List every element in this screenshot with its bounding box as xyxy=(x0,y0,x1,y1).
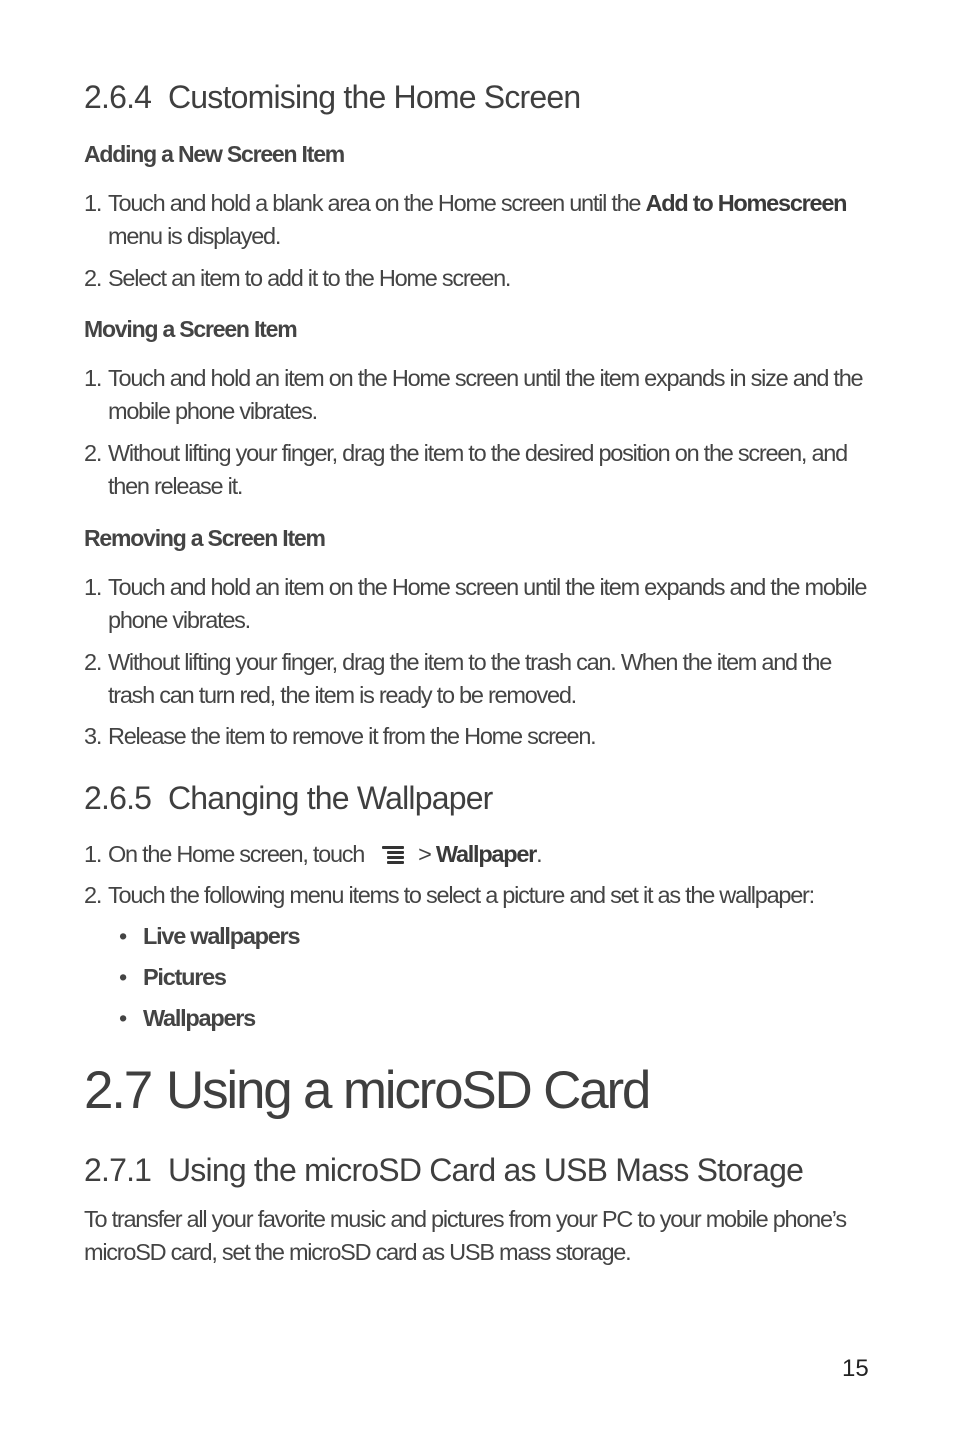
section-heading-2-7-1 xyxy=(84,1152,803,1189)
bullet-glyph: • xyxy=(119,964,126,990)
list-text: . xyxy=(536,841,542,867)
list-text: On the Home screen, touch xyxy=(108,841,365,867)
list-item xyxy=(84,362,874,428)
list-text: Touch and hold an item on the Home screen until the item expands and the mobile phone vibrates. xyxy=(108,574,867,633)
list-text: menu is displayed. xyxy=(108,223,281,249)
ui-term: Wallpaper xyxy=(435,841,537,867)
section-heading-2-6-5 xyxy=(84,780,493,817)
list-text: Release the item to remove it from the Home screen. xyxy=(108,723,596,749)
list-text: Touch and hold a blank area on the Home screen until the xyxy=(108,190,646,216)
chapter-heading-2-7 xyxy=(84,1060,649,1121)
list-number: 1. xyxy=(84,841,102,867)
subheading-moving: Moving a Screen Item xyxy=(84,316,297,342)
section-title: Customising the Home Screen xyxy=(168,79,581,115)
list-text: Touch the following menu items to select a picture and set it as the wallpaper: xyxy=(108,882,814,908)
list-number: 3. xyxy=(84,723,102,749)
section-title: Using the microSD Card as USB Mass Storage xyxy=(168,1152,804,1188)
subheading-removing: Removing a Screen Item xyxy=(84,525,325,551)
list-number: 1. xyxy=(84,574,102,600)
page-number: 15 xyxy=(842,1355,869,1382)
list-item xyxy=(84,437,874,503)
section-number: 2.6.4 xyxy=(84,79,152,115)
list-number: 1. xyxy=(84,365,102,391)
section-number: 2.7 xyxy=(84,1061,152,1120)
section-title: Changing the Wallpaper xyxy=(168,780,493,816)
list-item xyxy=(84,262,874,295)
list-item xyxy=(84,646,874,712)
list-text: Without lifting your finger, drag the item to the trash can. When the item and the trash can turn red, the item is ready to be removed. xyxy=(108,649,832,708)
bullet-glyph: • xyxy=(119,1005,126,1031)
list-item xyxy=(84,187,874,253)
list-item xyxy=(84,838,874,871)
bullet-text: Pictures xyxy=(143,964,226,990)
list-text: Without lifting your finger, drag the item to the desired position on the screen, and then release it. xyxy=(108,440,847,499)
subheading-adding: Adding a New Screen Item xyxy=(84,141,345,167)
bullet-text: Live wallpapers xyxy=(143,923,300,949)
section-number: 2.6.5 xyxy=(84,780,152,816)
list-item xyxy=(84,879,874,912)
paragraph: To transfer all your favorite music and pictures from your PC to your mobile phone’s microSD card, set the microSD card as USB mass storage. xyxy=(84,1206,846,1265)
ui-term: Add to Homescreen xyxy=(645,190,847,216)
list-number: 2. xyxy=(84,882,102,908)
list-item xyxy=(84,571,874,637)
list-item xyxy=(84,720,874,753)
bullet-text: Wallpapers xyxy=(143,1005,255,1031)
section-title: Using a microSD Card xyxy=(166,1061,650,1120)
list-text: Select an item to add it to the Home screen. xyxy=(108,265,511,291)
section-heading-2-6-4 xyxy=(84,79,580,116)
list-number: 2. xyxy=(84,649,102,675)
menu-icon xyxy=(382,845,404,865)
list-text: Touch and hold an item on the Home screen until the item expands in size and the mobile phone vibrates. xyxy=(108,365,863,424)
section-number: 2.7.1 xyxy=(84,1152,152,1188)
list-number: 1. xyxy=(84,190,102,216)
list-number: 2. xyxy=(84,440,102,466)
list-number: 2. xyxy=(84,265,102,291)
bullet-glyph: • xyxy=(119,923,126,949)
menu-separator: > xyxy=(418,841,436,867)
